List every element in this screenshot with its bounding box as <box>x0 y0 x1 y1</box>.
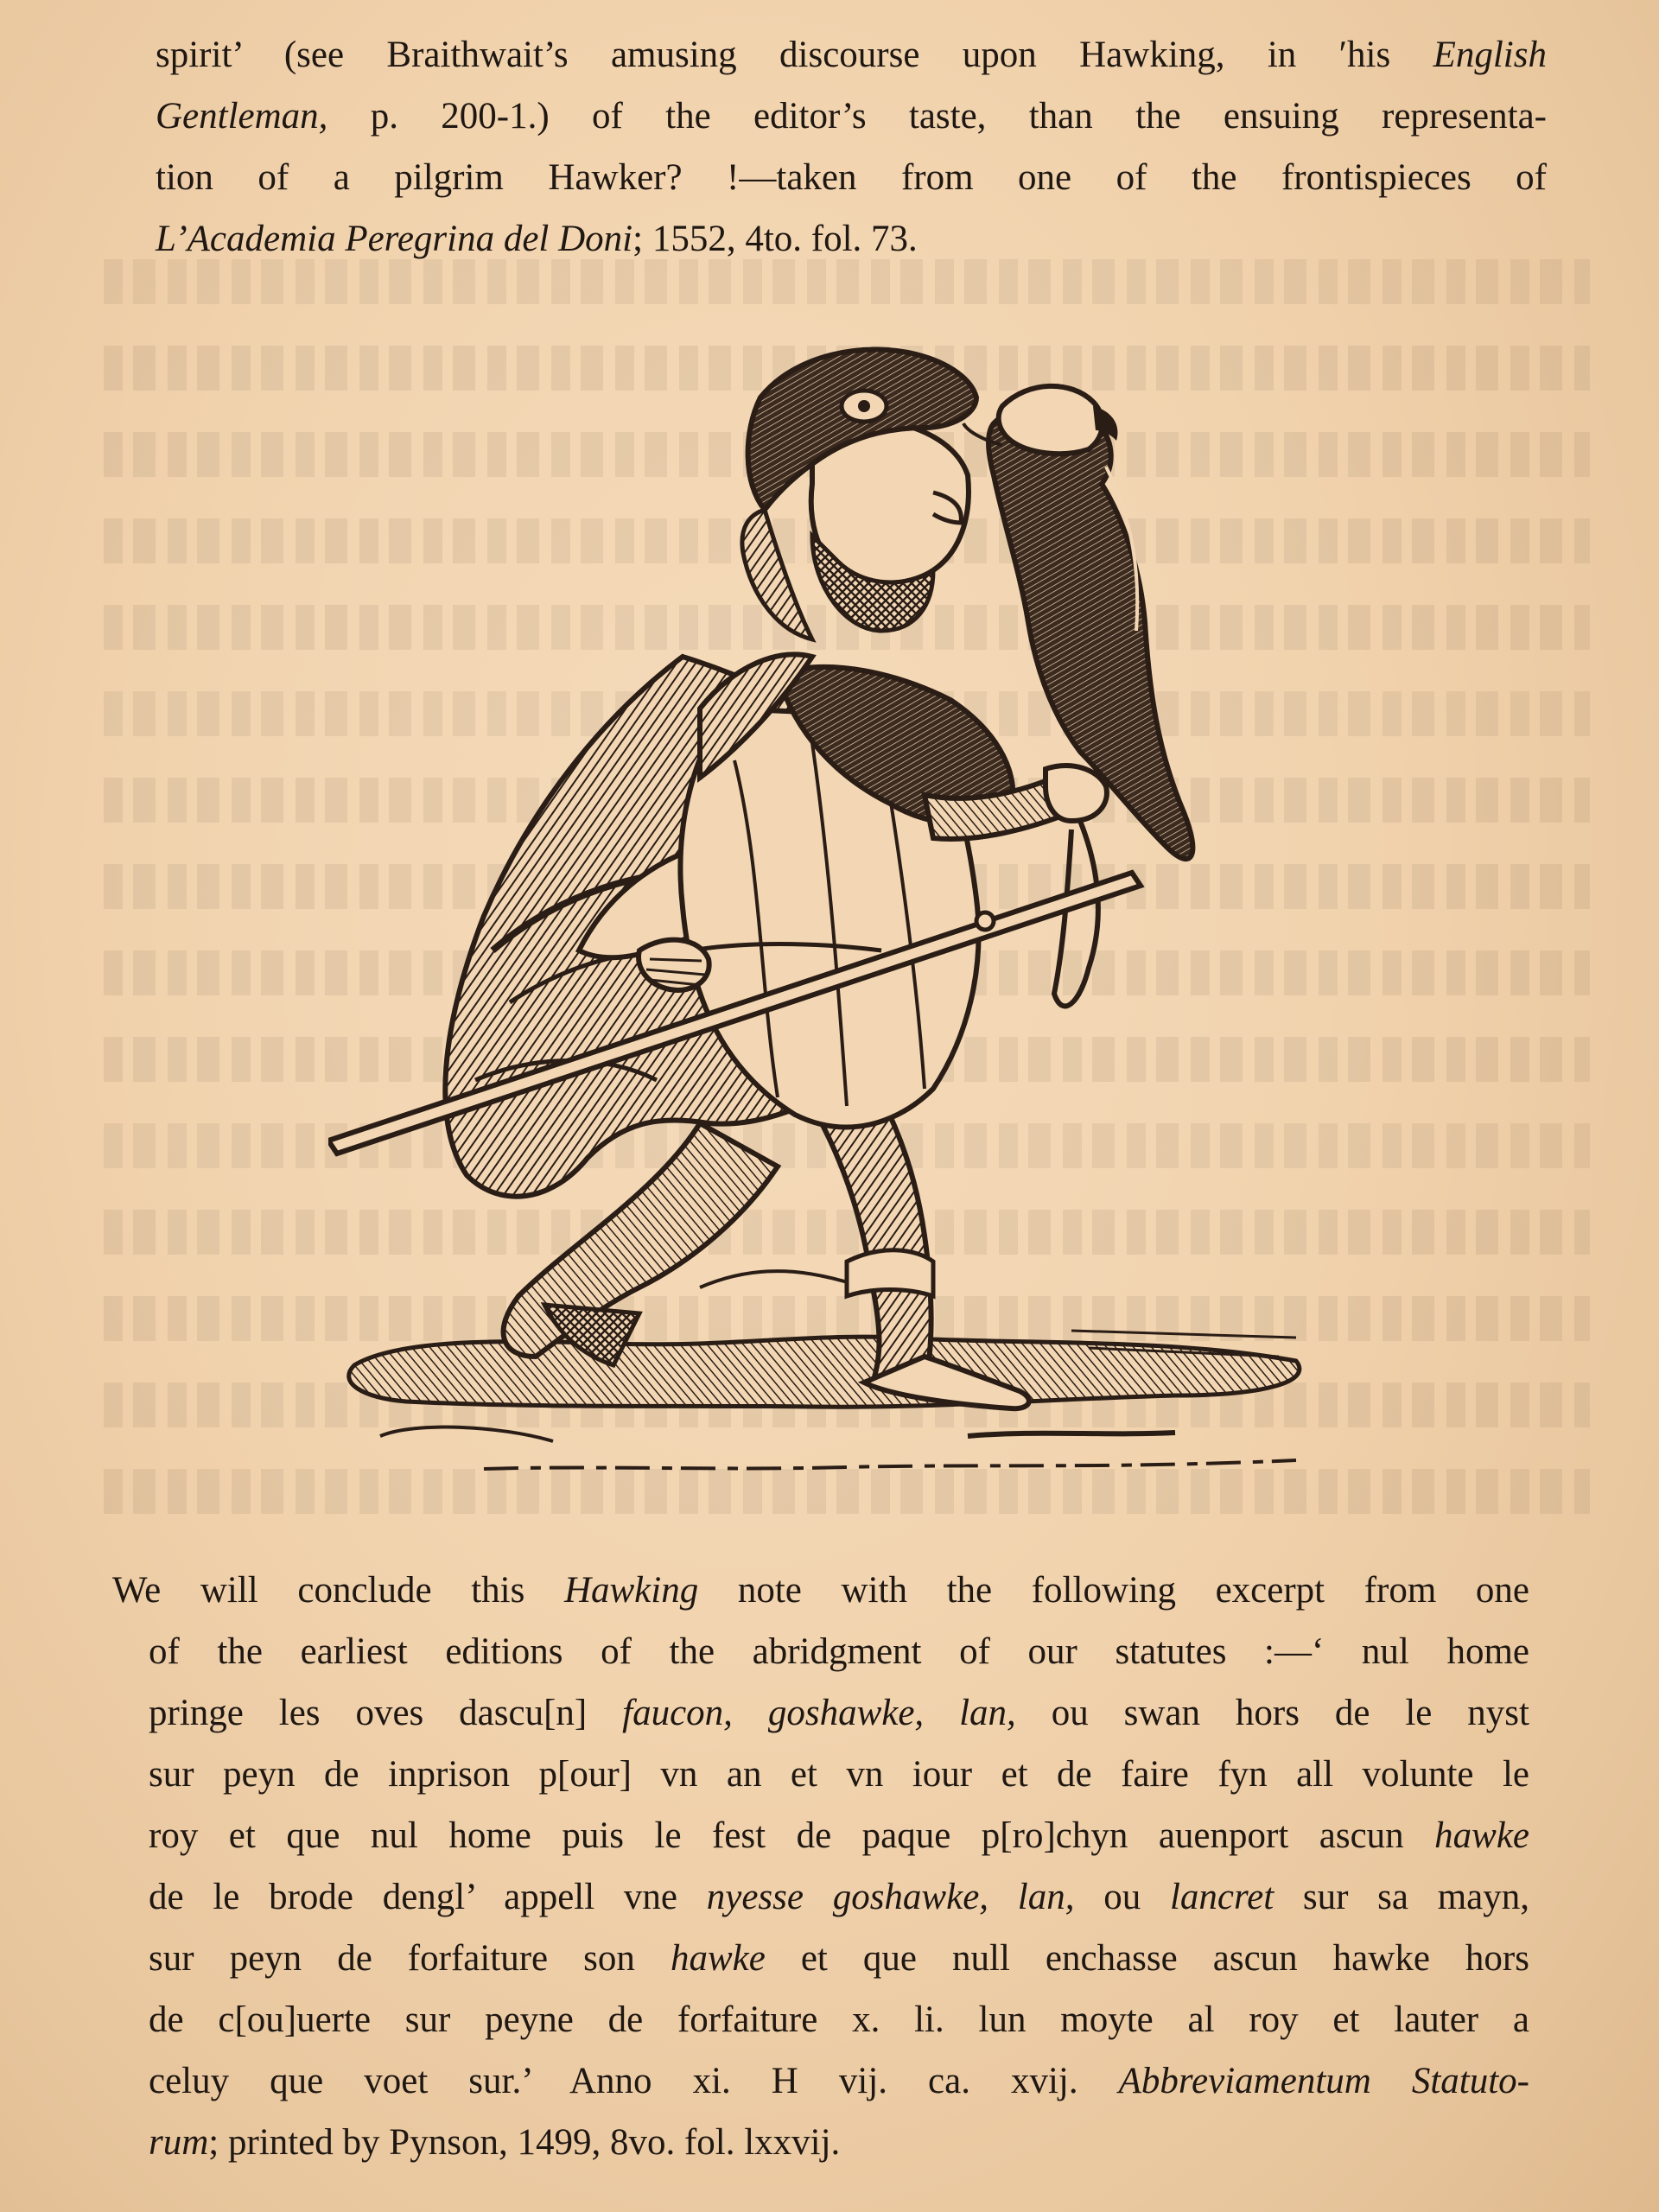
text-line <box>112 1744 1529 1805</box>
text-run: sur peyn de forfaiture son <box>149 1938 671 1979</box>
text-line <box>112 2050 1529 2112</box>
text-run: tion of a pilgrim Hawker? !—taken from one of the frontispieces of <box>156 157 1547 198</box>
ground <box>349 1271 1300 1469</box>
text-line <box>112 1805 1529 1866</box>
text-run: spirit’ (see Braithwait’s amusing discourse upon Hawking, in ʹhis <box>156 35 1433 75</box>
text-run: note with the following excerpt from one <box>698 1570 1530 1611</box>
italic-run: Abbreviamentum Statuto- <box>1118 2061 1529 2101</box>
text-line <box>112 1621 1529 1682</box>
italic-run: lancret <box>1169 1877 1274 1917</box>
italic-run: L’Academia Peregrina del Doni <box>156 219 633 259</box>
text-run: roy et que nul home puis le fest de paque p[ro]chyn auenport ascun <box>149 1815 1435 1856</box>
text-run: We will conclude this <box>112 1570 564 1611</box>
hawker-head <box>742 349 976 639</box>
tunic <box>680 655 1013 1128</box>
text-run: ou swan hors de le nyst <box>1015 1693 1529 1733</box>
text-run: ou <box>1074 1877 1170 1917</box>
italic-run: rum <box>149 2122 209 2163</box>
italic-run: hawke <box>670 1938 766 1979</box>
text-line <box>112 1989 1529 2050</box>
italic-run: English <box>1433 35 1547 75</box>
pilgrim-hawker-woodcut <box>328 346 1331 1503</box>
text-run: de le brode dengl’ appell vne <box>149 1877 707 1917</box>
italic-run: Hawking <box>563 1570 699 1611</box>
text-line <box>156 86 1547 147</box>
italic-run: Gentleman, <box>156 96 328 137</box>
text-run: et que null enchasse ascun hawke hors <box>765 1938 1529 1979</box>
text-run: of the earliest editions of the abridgment of our statutes :—‘ nul home <box>149 1631 1529 1672</box>
text-line <box>112 1682 1529 1744</box>
top-paragraph <box>156 24 1547 270</box>
italic-run: faucon, goshawke, lan, <box>622 1693 1016 1733</box>
text-run: sur sa mayn, <box>1274 1877 1529 1917</box>
text-line <box>156 208 1547 270</box>
text-run: de c[ou]uerte sur peyne de forfaiture x. li. lun moyte al roy et lauter a <box>149 1999 1529 2040</box>
text-line <box>112 1560 1529 1621</box>
text-line <box>112 1928 1529 1989</box>
italic-run: nyesse goshawke, lan, <box>706 1877 1075 1917</box>
text-run: ; 1552, 4to. fol. 73. <box>632 219 918 259</box>
text-line <box>156 24 1547 86</box>
italic-run: hawke <box>1434 1815 1529 1856</box>
text-line <box>156 147 1547 208</box>
text-run: ; printed by Pynson, 1499, 8vo. fol. lxxvij. <box>208 2122 841 2163</box>
bottom-paragraph <box>112 1560 1529 2173</box>
text-run: p. 200-1.) of the editor’s taste, than the ensuing representa- <box>327 96 1547 137</box>
text-run: celuy que voet sur.’ Anno xi. H vij. ca. xvij. <box>149 2061 1119 2101</box>
text-line <box>112 1866 1529 1928</box>
text-run: pringe les oves dascu[n] <box>149 1693 623 1733</box>
text-run: sur peyn de inprison p[our] vn an et vn iour et de faire fyn all volunte le <box>149 1754 1529 1795</box>
text-line <box>112 2112 1529 2173</box>
